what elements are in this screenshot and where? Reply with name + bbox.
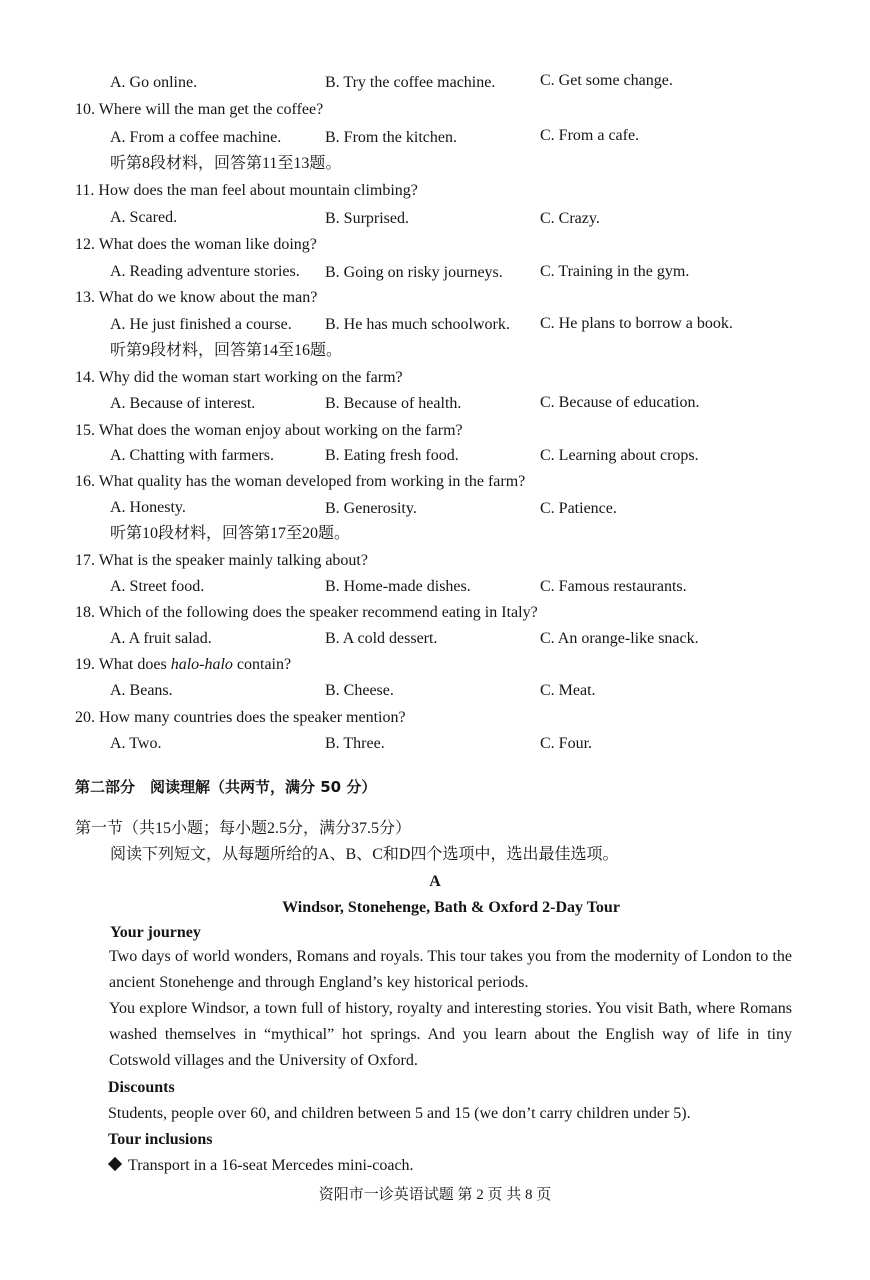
q12-option-c: C. Training in the gym. bbox=[540, 263, 690, 280]
inclusion-item bbox=[108, 1156, 414, 1176]
passage-title: Windsor, Stonehenge, Bath & Oxford 2-Day Tour bbox=[282, 899, 620, 916]
reading-instruction: 阅读下列短文，从每题所给的A、B、C和D四个选项中，选出最佳选项。 bbox=[110, 846, 619, 863]
q14-option-b: B. Because of health. bbox=[325, 395, 462, 412]
q12-option-b: B. Going on risky journeys. bbox=[325, 264, 503, 281]
q10-stem: 10. Where will the man get the coffee? bbox=[75, 101, 324, 118]
q19-stem-post: contain? bbox=[232, 656, 292, 673]
q19-stem bbox=[75, 655, 291, 675]
q9-option-b: B. Try the coffee machine. bbox=[325, 74, 496, 91]
q15-option-b: B. Eating fresh food. bbox=[325, 447, 459, 464]
q18-option-b: B. A cold dessert. bbox=[325, 630, 438, 647]
q13-option-b: B. He has much schoolwork. bbox=[325, 316, 510, 333]
q9-option-c: C. Get some change. bbox=[540, 72, 673, 89]
q13-option-a: A. He just finished a course. bbox=[110, 316, 292, 333]
heading-your-journey: Your journey bbox=[110, 924, 201, 941]
q15-option-a: A. Chatting with farmers. bbox=[110, 447, 274, 464]
q10-option-b: B. From the kitchen. bbox=[325, 129, 457, 146]
q17-option-a: A. Street food. bbox=[110, 578, 205, 595]
q14-option-c: C. Because of education. bbox=[540, 394, 700, 411]
discounts-text: Students, people over 60, and children between 5 and 15 (we don’t carry children under 5). bbox=[108, 1105, 691, 1122]
q11-stem: 11. How does the man feel about mountain climbing? bbox=[75, 182, 418, 199]
q11-option-a: A. Scared. bbox=[110, 209, 178, 226]
paragraph-1 bbox=[73, 944, 792, 996]
heading-tour-inclusions: Tour inclusions bbox=[108, 1131, 213, 1148]
q19-option-b: B. Cheese. bbox=[325, 682, 394, 699]
q9-option-a: A. Go online. bbox=[110, 74, 198, 91]
q17-option-c: C. Famous restaurants. bbox=[540, 578, 687, 595]
q16-option-b: B. Generosity. bbox=[325, 500, 417, 517]
paragraph-1-text: Two days of world wonders, Romans and royals. This tour takes you from the modernity of London to the ancient Stonehenge and through England’s key historical periods. bbox=[109, 948, 792, 991]
q18-option-a: A. A fruit salad. bbox=[110, 630, 212, 647]
section-intro-9: 听第9段材料，回答第14至16题。 bbox=[110, 342, 343, 359]
q19-option-a: A. Beans. bbox=[110, 682, 173, 699]
passage-letter: A bbox=[429, 873, 441, 890]
paragraph-2 bbox=[73, 996, 792, 1074]
q20-option-a: A. Two. bbox=[110, 735, 162, 752]
q17-stem: 17. What is the speaker mainly talking about? bbox=[75, 552, 368, 569]
q10-option-a: A. From a coffee machine. bbox=[110, 129, 282, 146]
q12-option-a: A. Reading adventure stories. bbox=[110, 263, 300, 280]
q11-option-b: B. Surprised. bbox=[325, 210, 409, 227]
q17-option-b: B. Home-made dishes. bbox=[325, 578, 471, 595]
q11-option-c: C. Crazy. bbox=[540, 210, 600, 227]
q16-option-a: A. Honesty. bbox=[110, 499, 186, 516]
q19-stem-emphasis: halo-halo bbox=[170, 656, 233, 673]
q18-option-c: C. An orange-like snack. bbox=[540, 630, 699, 647]
q18-stem: 18. Which of the following does the speaker recommend eating in Italy? bbox=[75, 604, 538, 621]
diamond-bullet-icon bbox=[108, 1157, 122, 1171]
q14-stem: 14. Why did the woman start working on the farm? bbox=[75, 369, 403, 386]
q13-option-c: C. He plans to borrow a book. bbox=[540, 315, 733, 332]
heading-discounts: Discounts bbox=[108, 1079, 175, 1096]
q15-stem: 15. What does the woman enjoy about working on the farm? bbox=[75, 422, 463, 439]
q16-option-c: C. Patience. bbox=[540, 500, 617, 517]
q20-option-b: B. Three. bbox=[325, 735, 385, 752]
inclusion-item-text: Transport in a 16-seat Mercedes mini-coach. bbox=[128, 1157, 414, 1174]
section-one-heading: 第一节（共15小题；每小题2.5分，满分37.5分） bbox=[75, 820, 412, 837]
q20-option-c: C. Four. bbox=[540, 735, 593, 752]
part-two-heading: 第二部分 阅读理解（共两节，满分 50 分） bbox=[75, 778, 377, 796]
q19-stem-pre: 19. What does bbox=[75, 656, 171, 673]
q10-option-c: C. From a cafe. bbox=[540, 127, 640, 144]
page-footer: 资阳市一诊英语试题 第 2 页 共 8 页 bbox=[318, 1187, 552, 1203]
section-intro-10: 听第10段材料，回答第17至20题。 bbox=[110, 525, 351, 542]
q14-option-a: A. Because of interest. bbox=[110, 395, 256, 412]
section-intro-8: 听第8段材料，回答第11至13题。 bbox=[110, 155, 342, 172]
paragraph-2-text: You explore Windsor, a town full of history, royalty and interesting stories. You visit Bath, where Romans washed themselves in “mythical” hot springs. And you learn about the English way of life in tiny Cotswold villages and the University of Oxford. bbox=[109, 1000, 792, 1069]
q20-stem: 20. How many countries does the speaker mention? bbox=[75, 709, 406, 726]
q19-option-c: C. Meat. bbox=[540, 682, 596, 699]
q13-stem: 13. What do we know about the man? bbox=[75, 289, 318, 306]
q16-stem: 16. What quality has the woman developed from working in the farm? bbox=[75, 473, 526, 490]
q12-stem: 12. What does the woman like doing? bbox=[75, 236, 317, 253]
q15-option-c: C. Learning about crops. bbox=[540, 447, 699, 464]
